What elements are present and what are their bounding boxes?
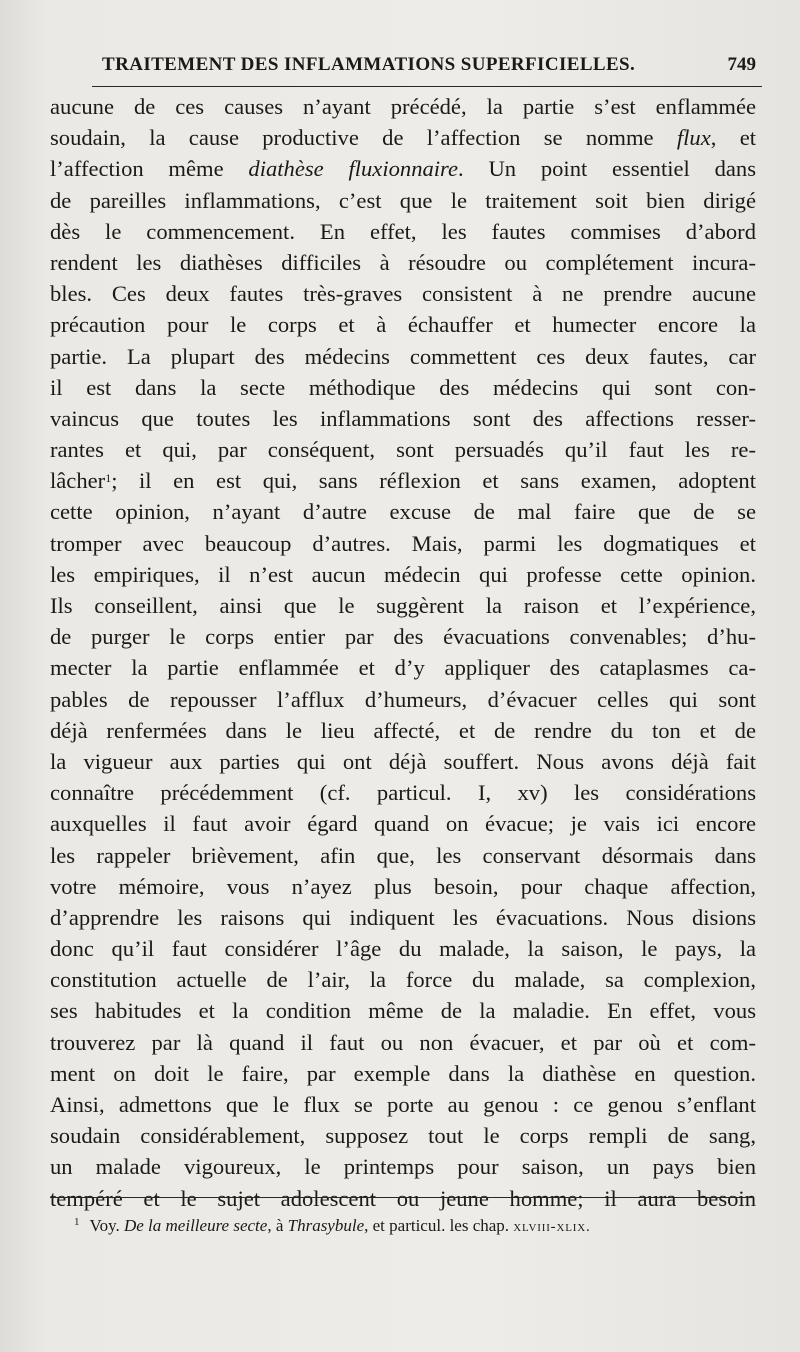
text-run: soudain, la cause productive de l’affection se nomme [50, 125, 677, 151]
text-line: pables de repousser l’afflux d’humeurs, d’évacuer celles qui sont [50, 686, 756, 712]
text-line: Ainsi, admettons que le flux se porte au genou : ce genou s’enflant [50, 1092, 756, 1117]
italic-term: flux [676, 125, 711, 151]
text-line: Ils conseillent, ainsi que le suggèrent la raison et l’expérience, [50, 593, 756, 618]
text-line: précaution pour le corps et à échauffer et humecter encore la [50, 312, 756, 338]
text-line: il est dans la secte méthodique des médecins qui sont con- [50, 374, 756, 400]
text-line: partie. La plupart des médecins commettent ces deux fautes, car [50, 343, 756, 369]
text-line: cette opinion, n’ayant d’autre excuse de mal faire que de se [50, 499, 756, 525]
footnote-separator: , à [267, 1216, 288, 1235]
text-line: auxquelles il faut avoir égard quand on évacue; je vais ici encore [50, 811, 756, 837]
footnote-mark: 1 [74, 1216, 80, 1228]
text-run: l’affection même [50, 156, 249, 182]
text-line: la vigueur aux parties qui ont déjà souffert. Nous avons déjà fait [50, 748, 756, 774]
text-line: bles. Ces deux fautes très-graves consistent à ne prendre aucune [50, 281, 756, 307]
text-run: . Un point essentiel dans [458, 156, 756, 182]
footnote-rule [50, 1197, 752, 1198]
text-line: les empiriques, il n’est aucun médecin qui professe cette opinion. [50, 561, 756, 587]
text-line [50, 153, 756, 184]
footnote-lead: Voy. [89, 1216, 120, 1235]
text-line: déjà renfermées dans le lieu affecté, et de rendre du ton et de [50, 717, 756, 743]
text-run: lâcher [50, 468, 106, 494]
text-line: mecter la partie enflammée et d’y appliquer des cataplasmes ca- [50, 655, 756, 681]
text-line: de purger le corps entier par des évacuations convenables; d’hu- [50, 624, 756, 650]
text-line: les rappeler brièvement, afin que, les conservant désormais dans [50, 842, 756, 868]
running-title: TRAITEMENT DES INFLAMMATIONS SUPERFICIELLES. [102, 54, 636, 75]
text-line: rendent les diathèses difficiles à résoudre ou complétement incura- [50, 249, 756, 275]
text-run: , et [710, 125, 756, 151]
footnote-title: De la meilleure secte [123, 1216, 268, 1235]
text-line: tromper avec beaucoup d’autres. Mais, parmi les dogmatiques et [50, 530, 756, 556]
page-header [92, 46, 762, 87]
text-line: vaincus que toutes les inflammations sont des affections resser- [50, 405, 756, 431]
text-line: aucune de ces causes n’ayant précédé, la partie s’est enflammée [50, 94, 756, 119]
text-line: donc qu’il faut considérer l’âge du malade, la saison, le pays, la [50, 936, 756, 962]
text-line: de pareilles inflammations, c’est que le traitement soit bien dirigé [50, 187, 756, 213]
body-text [50, 91, 756, 1214]
footnote-text: , et particul. les chap. [364, 1216, 514, 1235]
text-line: connaître précédemment (cf. particul. I, xv) les considérations [50, 780, 756, 806]
text-line: dès le commencement. En effet, les fautes commises d’abord [50, 218, 756, 244]
italic-term: diathèse fluxionnaire [248, 156, 459, 182]
text-run: ; il en est qui, sans réflexion et sans examen, adoptent [111, 468, 756, 494]
text-line: ment on doit le faire, par exemple dans la diathèse en question. [50, 1060, 756, 1086]
text-line: tempéré et le sujet adolescent ou jeune homme; il aura besoin [50, 1185, 756, 1211]
text-line: un malade vigoureux, le printemps pour saison, un pays bien [50, 1154, 756, 1180]
text-line [50, 465, 756, 496]
footnote-chapters: xlviii-xlix. [513, 1219, 591, 1235]
text-line: soudain considérablement, supposez tout le corps rempli de sang, [50, 1123, 756, 1149]
footnote [74, 1216, 591, 1236]
text-line: ses habitudes et la condition même de la maladie. En effet, vous [50, 998, 756, 1024]
text-line: d’apprendre les raisons qui indiquent les évacuations. Nous disions [50, 904, 756, 930]
text-line [50, 122, 756, 153]
text-line: votre mémoire, vous n’ayez plus besoin, pour chaque affection, [50, 873, 756, 899]
text-line: trouverez par là quand il faut ou non évacuer, et par où et com- [50, 1029, 756, 1055]
text-line: rantes et qui, par conséquent, sont persuadés qu’il faut les re- [50, 437, 756, 463]
page-number: 749 [727, 54, 756, 75]
footnote-reference[interactable]: 1 [105, 471, 112, 486]
footnote-title: Thrasybule [287, 1216, 365, 1235]
text-line: constitution actuelle de l’air, la force du malade, sa complexion, [50, 967, 756, 993]
